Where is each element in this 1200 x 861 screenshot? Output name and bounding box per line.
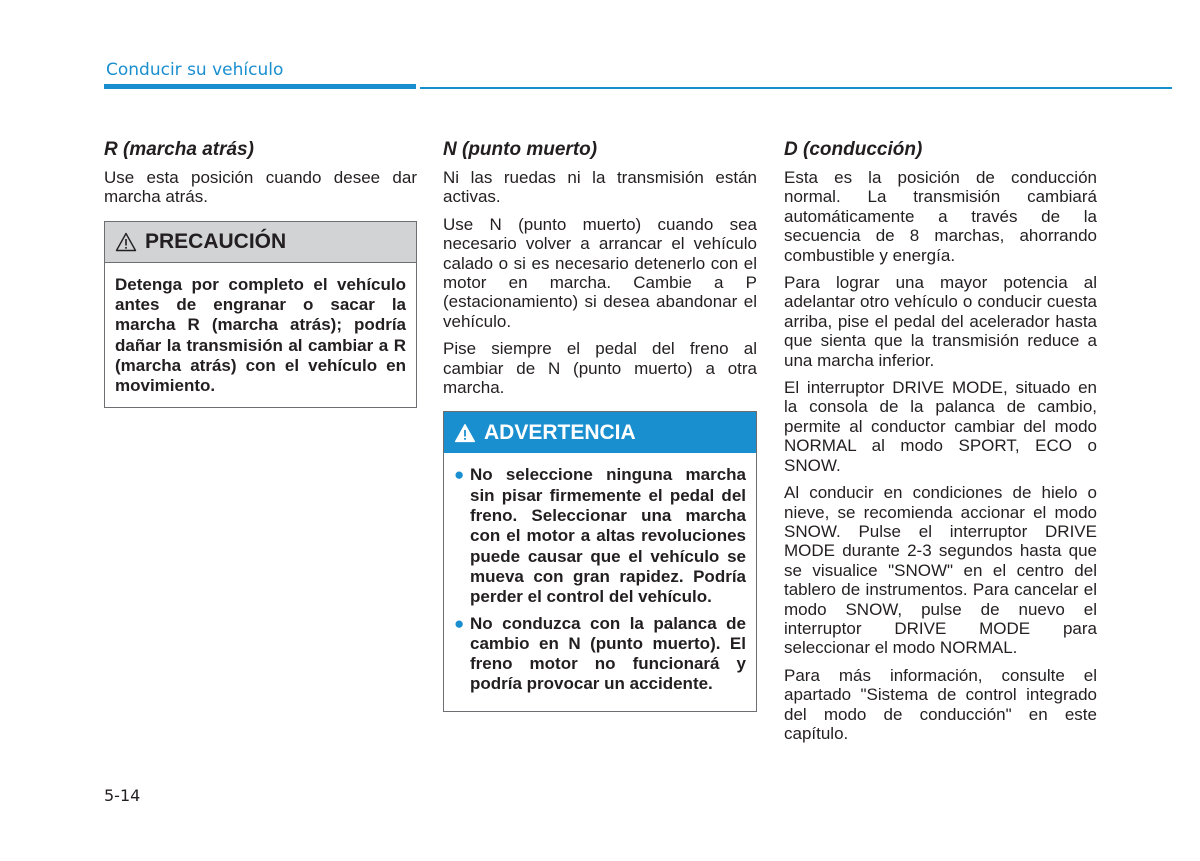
- paragraph-d-3: El interruptor DRIVE MODE, situado en la consola de la palanca de cambio, permite al conductor cambiar del modo NORMAL al modo SPORT, ECO o SNOW.: [784, 378, 1097, 475]
- warning-item-text: No conduzca con la palanca de cambio en N (punto muerto). El freno motor no funcionará y podría provocar un accidente.: [470, 613, 746, 694]
- caution-box: [104, 221, 417, 408]
- warning-item: [454, 614, 746, 695]
- paragraph-d-2: Para lograr una mayor potencia al adelantar otro vehículo o conducir cuesta arriba, pise el pedal del acelerador hasta que sienta que la transmisión reduce a una marcha inferior.: [784, 273, 1097, 370]
- warning-body: [444, 453, 756, 710]
- caution-text: Detenga por completo el vehículo antes de engranar o sacar la marcha R (marcha atrás); podría dañar la transmisión al cambiar a R (marcha atrás) con el vehículo en movimiento.: [115, 274, 406, 396]
- column-r-reverse: [104, 138, 417, 408]
- paragraph-r-description: Use esta posición cuando desee dar marcha atrás.: [104, 168, 417, 207]
- section-heading-d: D (conducción): [784, 139, 923, 160]
- paragraph-d-5: Para más información, consulte el apartado "Sistema de control integrado del modo de conducción" en este capítulo.: [784, 665, 1097, 743]
- blue-dot-bullet-icon: ●: [454, 613, 465, 633]
- paragraph-d-4: Al conducir en condiciones de hielo o nieve, se recomienda accionar el modo SNOW. Pulse el interruptor DRIVE MODE durante 2-3 segundos hasta que se visualice "SNOW" en el centro del tablero de instrumentos. Para cancelar el modo SNOW, pulse de nuevo el interruptor DRIVE MODE para seleccionar el modo NORMAL.: [784, 483, 1097, 658]
- warning-item: [454, 465, 746, 607]
- header-rule-thin: [420, 87, 1172, 89]
- warning-triangle-outline-icon: [115, 232, 137, 252]
- column-n-neutral: [443, 138, 757, 712]
- warning-triangle-filled-icon: [454, 423, 476, 443]
- warning-box: [443, 411, 757, 711]
- caution-title: PRECAUCIÓN: [145, 229, 287, 253]
- blue-dot-bullet-icon: ●: [454, 465, 465, 485]
- paragraph-n-3: Pise siempre el pedal del freno al cambiar de N (punto muerto) a otra marcha.: [443, 339, 757, 398]
- section-heading-r: R (marcha atrás): [104, 139, 254, 160]
- paragraph-n-1: Ni las ruedas ni la transmisión están activas.: [443, 168, 757, 207]
- paragraph-n-2: Use N (punto muerto) cuando sea necesario volver a arrancar el vehículo calado o si es necesario detenerlo con el motor en marcha. Cambie a P (estacionamiento) si desea abandonar el vehículo.: [443, 214, 757, 331]
- section-heading-n: N (punto muerto): [443, 139, 598, 160]
- caution-header: [105, 222, 416, 263]
- caution-body: [105, 263, 416, 407]
- warning-header: [444, 412, 756, 453]
- header-rule-thick: [104, 84, 416, 89]
- paragraph-d-1: Esta es la posición de conducción normal. La transmisión cambiará automáticamente a través de la secuencia de 8 marchas, ahorrando combustible y energía.: [784, 168, 1097, 265]
- warning-title: ADVERTENCIA: [484, 420, 636, 444]
- page-number: 5-14: [104, 786, 141, 805]
- warning-item-text: No seleccione ninguna marcha sin pisar firmemente el pedal del freno. Seleccionar una marcha con el motor a altas revoluciones puede causar que el vehículo se mueva con gran rapidez. Podría perder el control del vehículo.: [470, 465, 746, 607]
- warning-list: [454, 465, 746, 694]
- chapter-title: Conducir su vehículo: [106, 60, 284, 80]
- column-d-drive: [784, 138, 1097, 751]
